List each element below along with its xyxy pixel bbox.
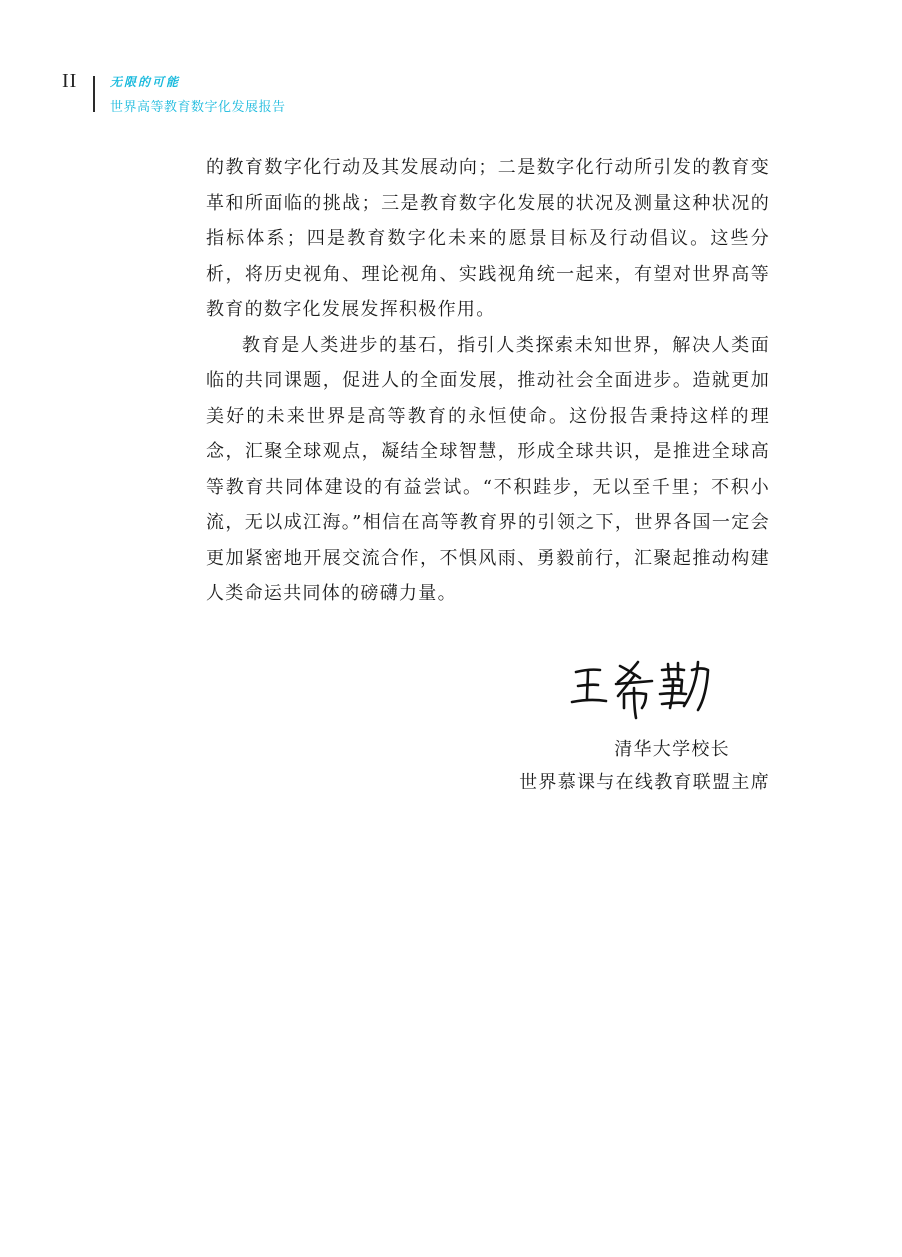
book-title: 无限的可能 (110, 75, 181, 89)
signer-title-alliance: 世界慕课与在线教育联盟主席 (519, 772, 770, 793)
paragraph-continued: 的教育数字化行动及其发展动向；二是数字化行动所引发的教育变革和所面临的挑战；三是教育数字化发展的状况及测量这种状况的指标体系；四是教育数字化未来的愿景目标及行动倡议。这些分析，将历史视角、理论视角、实践视角统一起来，有望对世界高等教育的数字化发展发挥积极作用。 (206, 157, 770, 320)
page-header (0, 0, 902, 130)
page-number: II (62, 70, 78, 92)
paragraph: 教育是人类进步的基石，指引人类探索未知世界，解决人类面临的共同课题，促进人的全面发展，推动社会全面进步。造就更加美好的未来世界是高等教育的永恒使命。这份报告秉持这样的理念，汇聚全球观点，凝结全球智慧，形成全球共识，是推进全球高等教育共同体建设的有益尝试。“不积跬步，无以至千里；不积小流，无以成江海。”相信在高等教育界的引领之下，世界各国一定会更加紧密地开展交流合作，不惧风雨、勇毅前行，汇聚起推动构建人类命运共同体的磅礴力量。 (206, 334, 770, 604)
handwritten-signature (566, 648, 716, 720)
body-text (206, 150, 770, 612)
header-divider (93, 76, 95, 112)
book-subtitle: 世界高等教育数字化发展报告 (110, 100, 286, 115)
signer-title-university: 清华大学校长 (614, 739, 730, 760)
